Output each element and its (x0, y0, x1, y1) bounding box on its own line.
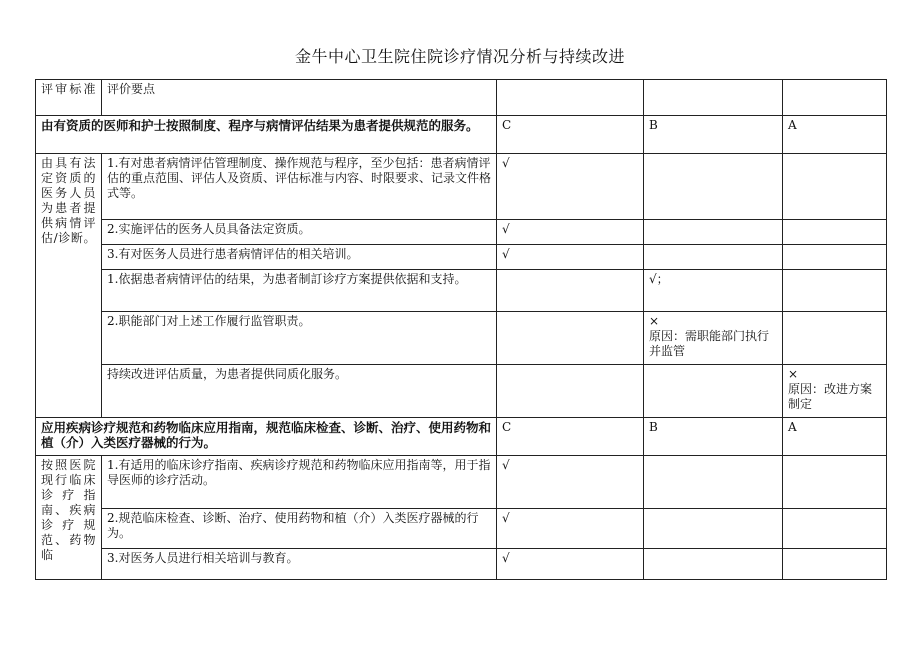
empty-cell (497, 365, 644, 418)
section-heading: 由有资质的医师和护士按照制度、程序与病情评估结果为患者提供规范的服务。 (36, 116, 497, 154)
check-mark: √ (497, 509, 644, 549)
cross-mark-note: × 原因：需职能部门执行并监管 (644, 312, 783, 365)
empty-cell (497, 270, 644, 312)
empty-cell (783, 312, 887, 365)
empty-cell (783, 220, 887, 245)
check-mark: √ (497, 220, 644, 245)
section-heading-row (36, 116, 887, 154)
check-mark: √ (497, 456, 644, 509)
check-mark: √ (497, 154, 644, 220)
empty-cell (644, 365, 783, 418)
cross-mark-note: × 原因：改进方案制定 (783, 365, 887, 418)
section-heading-row (36, 418, 887, 456)
empty-cell (783, 245, 887, 270)
check-mark: √ (497, 549, 644, 580)
empty-cell (783, 549, 887, 580)
table-row (36, 456, 887, 509)
empty-cell (644, 154, 783, 220)
evaluation-table (35, 79, 887, 580)
empty-cell (783, 154, 887, 220)
header-c (497, 80, 644, 116)
empty-cell (644, 549, 783, 580)
header-b (644, 80, 783, 116)
evaluation-point: 3.有对医务人员进行患者病情评估的相关培训。 (102, 245, 497, 270)
empty-cell (644, 456, 783, 509)
table-row (36, 220, 887, 245)
table-row (36, 509, 887, 549)
section-heading: 应用疾病诊疗规范和药物临床应用指南，规范临床检查、诊断、治疗、使用药物和植（介）入类医疗器械的行为。 (36, 418, 497, 456)
empty-cell (644, 220, 783, 245)
empty-cell (783, 270, 887, 312)
table-row (36, 154, 887, 220)
header-standard: 评审标准 (36, 80, 102, 116)
evaluation-point: 2.实施评估的医务人员具备法定资质。 (102, 220, 497, 245)
evaluation-point: 1.依据患者病情评估的结果，为患者制訂诊疗方案提供依据和支持。 (102, 270, 497, 312)
grade-a-label: A (783, 418, 887, 456)
evaluation-point: 持续改进评估质量，为患者提供同质化服务。 (102, 365, 497, 418)
page-title: 金牛中心卫生院住院诊疗情况分析与持续改进 (294, 47, 625, 66)
check-mark: √； (644, 270, 783, 312)
check-mark: √ (497, 245, 644, 270)
table-row (36, 245, 887, 270)
empty-cell (644, 509, 783, 549)
evaluation-point: 1.有对患者病情评估管理制度、操作规范与程序，至少包括：患者病情评估的重点范围、评估人及资质、评估标准与内容、时限要求、记录文件格式等。 (102, 154, 497, 220)
grade-c-label: C (497, 418, 644, 456)
table-row (36, 365, 887, 418)
table-header-row (36, 80, 887, 116)
evaluation-point: 2.职能部门对上述工作履行监管职责。 (102, 312, 497, 365)
table-row (36, 270, 887, 312)
table-row (36, 312, 887, 365)
evaluation-point: 2.规范临床检查、诊断、治疗、使用药物和植（介）入类医疗器械的行为。 (102, 509, 497, 549)
evaluation-point: 3.对医务人员进行相关培训与教育。 (102, 549, 497, 580)
category-cell: 由具有法定资质的医务人员为患者提供病情评估/诊断。 (36, 154, 102, 418)
empty-cell (497, 312, 644, 365)
grade-a-label: A (783, 116, 887, 154)
header-a (783, 80, 887, 116)
grade-b-label: B (644, 418, 783, 456)
empty-cell (644, 245, 783, 270)
empty-cell (783, 456, 887, 509)
table-row (36, 549, 887, 580)
grade-c-label: C (497, 116, 644, 154)
evaluation-point: 1.有适用的临床诊疗指南、疾病诊疗规范和药物临床应用指南等，用于指导医师的诊疗活动。 (102, 456, 497, 509)
empty-cell (783, 509, 887, 549)
header-points: 评价要点 (102, 80, 497, 116)
category-cell: 按照医院现行临床诊疗指南、疾病诊疗规范、药物临 (36, 456, 102, 580)
grade-b-label: B (644, 116, 783, 154)
